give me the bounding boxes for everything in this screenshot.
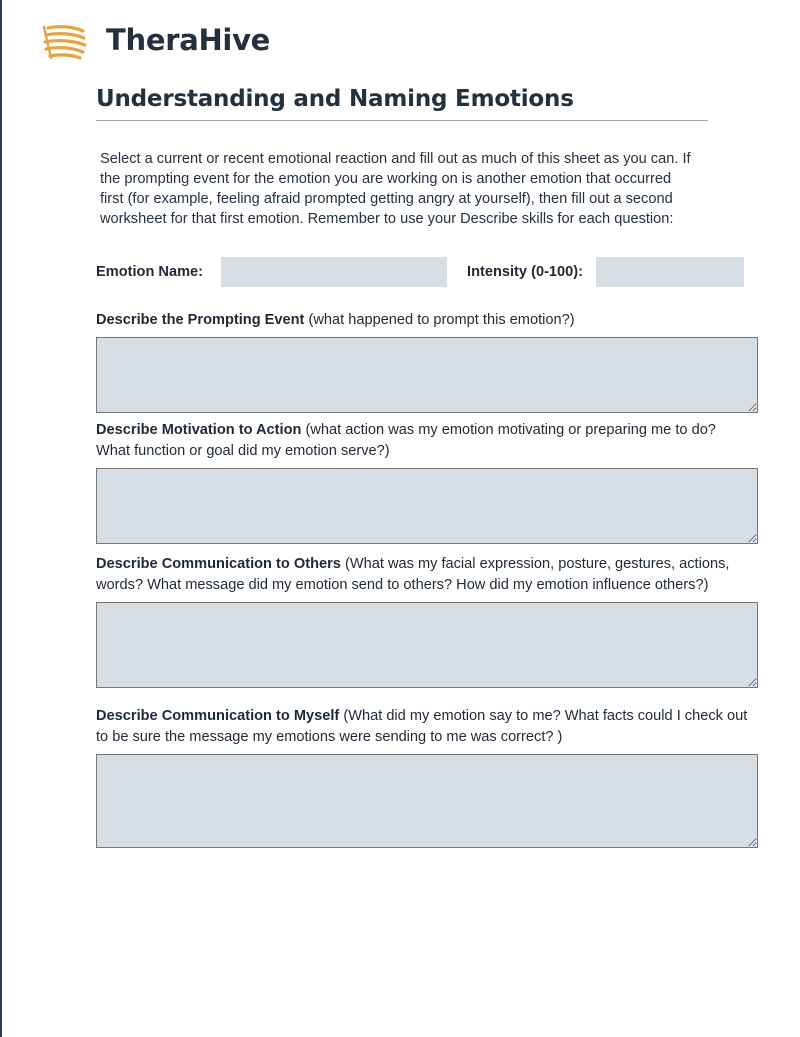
communication-to-myself-answer[interactable] — [96, 754, 758, 848]
intensity-input[interactable] — [596, 257, 744, 287]
section-heading — [96, 310, 752, 331]
section-heading — [96, 554, 752, 596]
prompting-event-answer[interactable] — [96, 337, 758, 413]
emotion-summary-row — [96, 258, 748, 286]
section-heading-sub: (What did my emotion say to me? What facts could I check out to be sure the message my emotions were sending to me was correct? ) — [96, 708, 748, 745]
brand-name: TheraHive — [106, 22, 271, 57]
intro-paragraph: Select a current or recent emotional reaction and fill out as much of this sheet as you can. If the prompting event for the emotion you are working on is another emotion that occurred first (for example, feeling afraid prompted getting angry at yourself), then fill out a second worksheet for that first emotion. Remember to use your Describe skills for each question: — [100, 150, 691, 227]
section-heading-main: Describe Communication to Myself — [96, 708, 340, 724]
hive-lines-icon — [42, 18, 90, 62]
section-heading-main: Describe Motivation to Action — [96, 422, 302, 438]
section-communication-to-myself — [96, 706, 752, 853]
section-heading-sub: (what happened to prompt this emotion?) — [308, 312, 575, 328]
section-heading-sub: (What was my facial expression, posture, gestures, actions, words? What message did my emotion send to others? How did my emotion influence others?) — [96, 556, 730, 593]
section-heading — [96, 706, 752, 748]
section-heading-sub: (what action was my emotion motivating or preparing me to do? What function or goal did my emotion serve?) — [96, 422, 716, 459]
section-heading-main: Describe the Prompting Event — [96, 312, 305, 328]
section-heading-main: Describe Communication to Others — [96, 556, 341, 572]
section-prompting-event — [96, 310, 752, 418]
motivation-to-action-answer[interactable] — [96, 468, 758, 544]
communication-to-others-answer[interactable] — [96, 602, 758, 688]
title-block — [96, 86, 708, 121]
emotion-name-label: Emotion Name: — [96, 264, 204, 280]
intensity-label: Intensity (0-100): — [467, 264, 583, 280]
section-communication-to-others — [96, 554, 752, 693]
page-title: Understanding and Naming Emotions — [96, 86, 574, 112]
brand-header — [42, 18, 270, 62]
section-heading — [96, 420, 752, 462]
title-divider — [96, 120, 708, 121]
section-motivation-to-action — [96, 420, 752, 549]
emotion-name-input[interactable] — [221, 257, 447, 287]
